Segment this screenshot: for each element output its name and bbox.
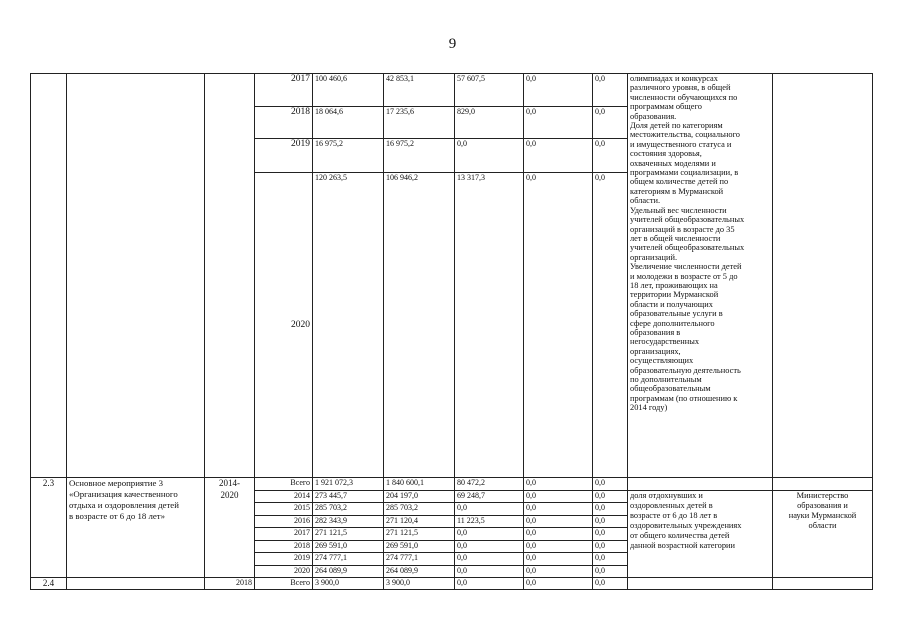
- indicator-cell-line: организаций в возрасте до 35: [630, 224, 735, 234]
- item-title-line: в возрасте от 6 до 18 лет»: [69, 510, 166, 521]
- value-cell: 282 343,9: [313, 515, 384, 528]
- indicator-cell-line: состояния здоровья,: [630, 149, 702, 159]
- indicator-cell-line: организаций.: [630, 252, 678, 262]
- indicator-cell-line: негосударственных: [630, 337, 700, 347]
- year-cell: Всего: [255, 578, 313, 590]
- table-row: [31, 478, 873, 491]
- value-cell: 0,0: [524, 503, 593, 516]
- indicator-cell-line: Удельный вес численности: [630, 205, 727, 215]
- item-indicator-line: доля отдохнувших и: [630, 490, 703, 500]
- executor-cell-empty: [773, 478, 873, 491]
- item-indicator-line: оздоровительных учреждениях: [630, 520, 742, 530]
- executor-cell: [773, 74, 873, 478]
- indicator-cell-line: осуществляющих: [630, 356, 694, 366]
- value-cell: 0,0: [524, 139, 593, 173]
- value-cell: 271 121,5: [384, 528, 455, 541]
- year-cell: 2017: [255, 74, 313, 107]
- value-cell: 0,0: [593, 74, 628, 107]
- indicator-cell-line: образовательные услуги в: [630, 309, 723, 319]
- year-cell: 2018: [255, 540, 313, 553]
- indicator-cell-line: 2014 году): [630, 403, 668, 413]
- value-cell: 1 840 600,1: [384, 478, 455, 491]
- indicator-cell-line: местожительства, социального: [630, 130, 740, 140]
- value-cell: 829,0: [455, 107, 524, 139]
- value-cell: 0,0: [593, 540, 628, 553]
- indicator-cell-line: олимпиадах и конкурсах: [630, 74, 718, 83]
- number-cell: [31, 74, 67, 478]
- item-title: [67, 478, 205, 578]
- indicator-cell-line: общем количестве детей по: [630, 177, 729, 187]
- indicator-cell-line: области.: [630, 196, 661, 206]
- value-cell: 3 900,0: [313, 578, 384, 590]
- year-cell: 2019: [255, 139, 313, 173]
- value-cell: 80 472,2: [455, 478, 524, 491]
- value-cell: 1 921 072,3: [313, 478, 384, 491]
- value-cell: 18 064,6: [313, 107, 384, 139]
- value-cell: 264 089,9: [384, 565, 455, 578]
- indicator-cell-line: охваченных моделями и: [630, 158, 716, 168]
- value-cell: 57 607,5: [455, 74, 524, 107]
- indicator-cell-line: численности обучающихся по: [630, 92, 738, 102]
- value-cell: 285 703,2: [384, 503, 455, 516]
- indicator-cell-line: 18 лет, проживающих на: [630, 280, 718, 290]
- value-cell: 0,0: [455, 528, 524, 541]
- item-indicator-line: от общего количества детей: [630, 530, 730, 540]
- item-executor-line: Министерство: [796, 490, 849, 500]
- value-cell: 0,0: [593, 565, 628, 578]
- indicator-cell-line: общеобразовательным: [630, 384, 711, 394]
- value-cell: 269 591,0: [384, 540, 455, 553]
- program-table: [30, 73, 873, 590]
- item-period: [205, 478, 255, 578]
- page-number: 9: [448, 36, 457, 52]
- item-title-line: «Организация качественного: [69, 488, 178, 499]
- indicator-cell-line: территории Мурманской: [630, 290, 719, 300]
- item-period-line: 2014-: [219, 478, 240, 488]
- value-cell: 0,0: [524, 565, 593, 578]
- value-cell: 285 703,2: [313, 503, 384, 516]
- value-cell: 0,0: [593, 490, 628, 503]
- value-cell: 17 235,6: [384, 107, 455, 139]
- item-period: 2018: [205, 578, 255, 590]
- item-number: 2.3: [31, 478, 67, 578]
- value-cell: 100 460,6: [313, 74, 384, 107]
- item-indicator-line: данной возрастной категории: [630, 540, 736, 550]
- value-cell: 0,0: [524, 478, 593, 491]
- indicator-cell-line: образовательную деятельность: [630, 365, 741, 375]
- indicator-cell-line: области и получающих: [630, 299, 713, 309]
- year-cell: 2016: [255, 515, 313, 528]
- item-indicator-line: возрасте от 6 до 18 лет в: [630, 510, 718, 520]
- year-cell: 2019: [255, 553, 313, 566]
- item-number: 2.4: [31, 578, 67, 590]
- value-cell: 0,0: [524, 515, 593, 528]
- year-cell: 2018: [255, 107, 313, 139]
- value-cell: 42 853,1: [384, 74, 455, 107]
- indicator-cell-line: сфере дополнительного: [630, 318, 715, 328]
- value-cell: 106 946,2: [384, 173, 455, 478]
- indicator-cell-line: учителей общеобразовательных: [630, 215, 745, 225]
- year-cell: 2017: [255, 528, 313, 541]
- item-executor: [773, 490, 873, 578]
- item-executor-line: образования и: [797, 500, 848, 510]
- value-cell: 0,0: [593, 478, 628, 491]
- value-cell: 0,0: [524, 540, 593, 553]
- item-title: [67, 578, 205, 590]
- value-cell: 0,0: [524, 173, 593, 478]
- value-cell: 16 975,2: [384, 139, 455, 173]
- indicator-cell-empty: [628, 478, 773, 491]
- value-cell: 204 197,0: [384, 490, 455, 503]
- value-cell: 271 120,4: [384, 515, 455, 528]
- value-cell: 0,0: [593, 107, 628, 139]
- item-period-line: 2020: [220, 489, 239, 500]
- value-cell: 0,0: [524, 528, 593, 541]
- value-cell: 0,0: [524, 74, 593, 107]
- value-cell: 11 223,5: [455, 515, 524, 528]
- value-cell: 0,0: [455, 139, 524, 173]
- indicator-cell-line: учителей общеобразовательных: [630, 243, 745, 253]
- value-cell: 0,0: [524, 578, 593, 590]
- value-cell: 0,0: [455, 565, 524, 578]
- indicator-cell-line: Доля детей по категориям: [630, 121, 723, 131]
- value-cell: 3 900,0: [384, 578, 455, 590]
- value-cell: 16 975,2: [313, 139, 384, 173]
- value-cell: 0,0: [455, 540, 524, 553]
- value-cell: 0,0: [593, 139, 628, 173]
- indicator-cell-line: и молодежи в возрасте от 5 до: [630, 271, 738, 281]
- indicator-cell-line: программам (по отношению к: [630, 393, 738, 403]
- value-cell: 0,0: [593, 515, 628, 528]
- value-cell: 120 263,5: [313, 173, 384, 478]
- value-cell: 0,0: [593, 578, 628, 590]
- value-cell: 69 248,7: [455, 490, 524, 503]
- indicator-cell-line: образования.: [630, 111, 677, 121]
- value-cell: 0,0: [593, 553, 628, 566]
- value-cell: 0,0: [524, 490, 593, 503]
- value-cell: 271 121,5: [313, 528, 384, 541]
- item-indicator: [628, 490, 773, 578]
- indicator-cell-line: по дополнительным: [630, 375, 702, 384]
- indicator-cell-line: лет в общей численности: [630, 233, 721, 243]
- period-cell: [205, 74, 255, 478]
- year-cell: 2020: [255, 173, 313, 478]
- table-row: [31, 578, 873, 590]
- year-cell: 2014: [255, 490, 313, 503]
- title-cell: [67, 74, 205, 478]
- year-cell: 2015: [255, 503, 313, 516]
- item-executor-line: науки Мурманской: [788, 510, 857, 520]
- indicator-cell-line: Увеличение численности детей: [630, 262, 742, 272]
- value-cell: 0,0: [593, 528, 628, 541]
- year-cell: 2020: [255, 565, 313, 578]
- indicator-cell-line: и имущественного статуса и: [630, 139, 732, 149]
- indicator-cell: [628, 74, 773, 478]
- indicator-cell-line: программам общего: [630, 102, 702, 112]
- year-cell: Всего: [255, 478, 313, 491]
- indicator-cell-line: различного уровня, в общей: [630, 83, 731, 93]
- value-cell: 274 777,1: [384, 553, 455, 566]
- value-cell: 0,0: [524, 553, 593, 566]
- value-cell: 264 089,9: [313, 565, 384, 578]
- item-indicator-line: оздоровленных детей в: [630, 500, 713, 510]
- item-title-line: отдыха и оздоровления детей: [69, 499, 179, 510]
- value-cell: 0,0: [455, 553, 524, 566]
- value-cell: 0,0: [524, 107, 593, 139]
- indicator-cell-line: организациях,: [630, 346, 681, 356]
- value-cell: 0,0: [455, 578, 524, 590]
- executor-cell-empty: [773, 578, 873, 590]
- indicator-cell-line: категориям в Мурманской: [630, 186, 724, 196]
- value-cell: 0,0: [593, 173, 628, 478]
- value-cell: 274 777,1: [313, 553, 384, 566]
- indicator-cell-line: образования в: [630, 327, 681, 337]
- value-cell: 0,0: [593, 503, 628, 516]
- value-cell: 273 445,7: [313, 490, 384, 503]
- table-row: [31, 74, 873, 107]
- value-cell: 0,0: [455, 503, 524, 516]
- item-title-line: Основное мероприятие 3: [69, 478, 164, 488]
- indicator-cell-empty: [628, 578, 773, 590]
- value-cell: 269 591,0: [313, 540, 384, 553]
- value-cell: 13 317,3: [455, 173, 524, 478]
- indicator-cell-line: программами социализации, в: [630, 168, 739, 178]
- item-executor-line: области: [808, 520, 837, 530]
